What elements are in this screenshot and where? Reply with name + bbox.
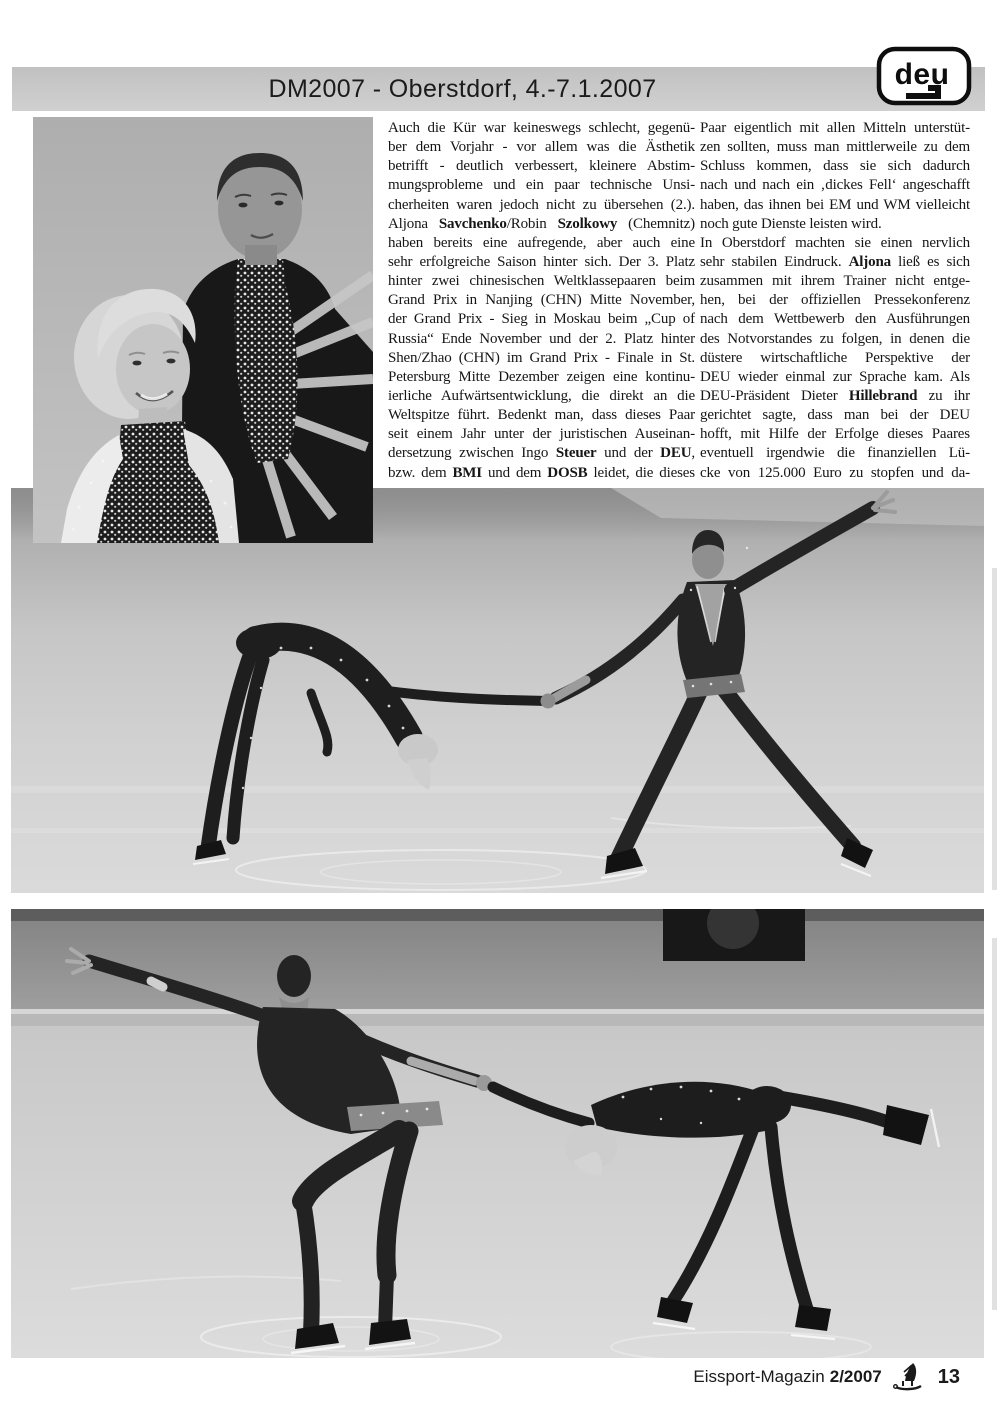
article-line: Shen/Zhao (CHN) im Grand Prix - Finale in St. xyxy=(388,349,695,366)
article-line: Schluss kommen, dass sie sich dadurch xyxy=(700,158,970,175)
article-line: dersetzung zwischen Ingo Steuer und der DEU, xyxy=(388,445,695,462)
footer xyxy=(560,1360,960,1394)
header-bar xyxy=(12,67,985,111)
article-line: zen sollten, muss man mittlerweile zu dem xyxy=(700,139,970,156)
article-line: cke von 125.000 Euro zu stopfen und da- xyxy=(700,464,970,481)
free-skate-photo-2 xyxy=(11,909,984,1358)
article-column-1 xyxy=(388,119,695,483)
article-line: DEU wieder einmal zur Sprache kam. Als xyxy=(700,368,970,385)
article-line: Aljona Savchenko/Robin Szolkowy (Chemnitz) xyxy=(388,215,695,232)
article-line: hinter zwei chinesischen Weltklassepaaren beim xyxy=(388,273,695,290)
article-line: Weltspitze führt. Bedenkt man, dass dieses Paar xyxy=(388,407,695,424)
rink-board-panel xyxy=(663,909,805,961)
deu-logo xyxy=(876,46,972,106)
article-line: haben bereits eine aufregende, aber auch eine xyxy=(388,234,695,251)
article-line: ber dem Vorjahr - vor allem was die Ästhetik xyxy=(388,139,695,156)
article-line: noch gute Dienste leisten wird. xyxy=(700,215,882,232)
article-line: betrifft - deutlich verbessert, kleinere Abstim- xyxy=(388,158,695,175)
article-line: eventuell irgendwie die finanziellen Lü- xyxy=(700,445,970,462)
article-line: seit einem Jahr unter der juristischen Auseinan- xyxy=(388,426,695,443)
pair-portrait-photo xyxy=(33,117,373,543)
article-line: hofft, mit Hilfe der Erfolge dieses Paares xyxy=(700,426,970,443)
article-line: Petersburg Mitte Dezember zeigen eine kontinu- xyxy=(388,368,695,385)
article-line: bzw. dem BMI und dem DOSB leidet, die dieses xyxy=(388,464,695,481)
article-line: Paar eigentlich mit allen Mitteln unterstüt- xyxy=(700,120,970,136)
article-line: düstere wirtschaftliche Perspektive der xyxy=(700,349,970,366)
article-line: hen, bei der offiziellen Pressekonferenz xyxy=(700,292,970,309)
article-line: zusammen mit ihrem Trainer nicht entge- xyxy=(700,273,970,290)
free-skate-graphic-1 xyxy=(11,488,984,893)
scan-artifact xyxy=(992,568,997,890)
article-column-2 xyxy=(700,119,970,483)
article-line: haben, das ihnen bei EM und WM vielleicht xyxy=(700,196,970,213)
article-line: gerichtet sagte, dass man bei der DEU xyxy=(700,407,970,424)
article-line: In Oberstdorf machten sie einen nervlich xyxy=(700,234,970,251)
scan-artifact xyxy=(992,938,997,1310)
article-line: des Notvorstandes zu folgen, in denen die xyxy=(700,330,970,347)
article-line: DEU-Präsident Dieter Hillebrand zu ihr xyxy=(700,387,970,404)
article-line: Auch die Kür war keineswegs schlecht, gegenü- xyxy=(388,120,695,136)
article-line: cherheiten waren jedoch nicht zu übersehen (2.). xyxy=(388,196,695,213)
page-title: DM2007 - Oberstdorf, 4.-7.1.2007 xyxy=(268,75,657,103)
issue-number: 2/2007 xyxy=(829,1367,882,1386)
deu-logo-text: deu xyxy=(894,58,950,91)
article-line: sehr erfolgreiche Saison hinter sich. Der 3. Platz xyxy=(388,253,695,270)
article-line: Russia“ Ende November und der 2. Platz hinter xyxy=(388,330,695,347)
article-line: Grand Prix in Nanjing (CHN) Mitte November, xyxy=(388,292,695,309)
deu-logo-graphic xyxy=(876,46,972,106)
article-line: sehr stabilen Eindruck. Aljona ließ es sich xyxy=(700,253,970,270)
article-line: nach und nach ein ‚dickes Fell‘ angeschafft xyxy=(700,177,970,194)
article-line: nach dem Wettbewerb den Ausführungen xyxy=(700,311,970,328)
free-skate-graphic-2 xyxy=(11,909,984,1358)
pair-portrait-graphic xyxy=(33,117,373,543)
article-line: mungsprobleme und ein paar technische Unsi- xyxy=(388,177,695,194)
magazine-name: Eissport-Magazin xyxy=(693,1367,825,1386)
article-line: ierliche Aufwärtsentwicklung, die direkt an die xyxy=(388,387,695,404)
page-number: 13 xyxy=(937,1365,960,1388)
article-line: der Grand Prix - Sieg in Moskau beim „Cup of xyxy=(388,311,695,328)
free-skate-photo-1 xyxy=(11,488,984,893)
skate-icon xyxy=(891,1362,925,1392)
